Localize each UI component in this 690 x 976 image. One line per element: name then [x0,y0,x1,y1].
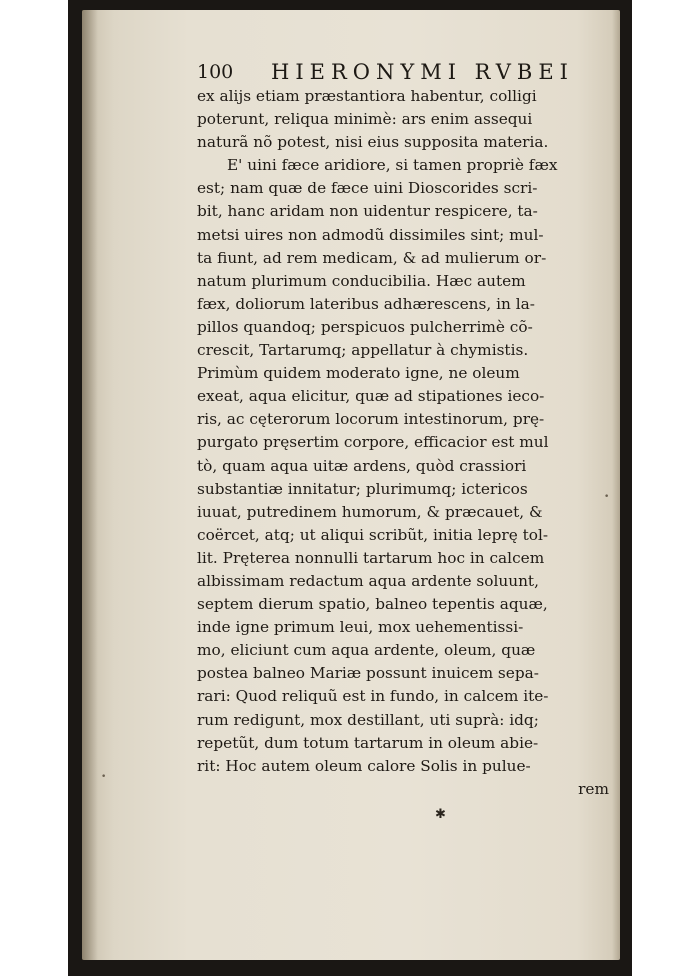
text-line: tò, quam aqua uitæ ardens, quòd crassiori [197,456,527,475]
text-line: substantiæ innitatur; plurimumq; ictericos [197,479,528,498]
text-line: rari: Quod reliquũ est in fundo, in calcem ite- [197,687,549,706]
text-line: repetũt, dum totum tartarum in oleum abie- [197,733,539,752]
running-title: HIERONYMI RVBEI [271,60,574,84]
text-line: purgato pręsertim corpore, efficacior est mul [197,433,549,452]
text-line: pillos quandoq; perspicuos pulcherrimè cõ- [197,317,533,336]
paper-speck: • [101,772,107,782]
text-line: mo, eliciunt cum aqua ardente, oleum, quæ [197,641,536,660]
text-line: coërcet, atq; ut aliqui scribũt, initia leprę tol- [197,525,549,544]
page-header [197,58,617,88]
text-line: poterunt, reliqua minimè: ars enim assequi [197,110,533,129]
text-line: fæx, doliorum lateribus adhærescens, in la- [197,294,535,313]
text-line: natum plurimum conducibilia. Hæc autem [197,271,526,290]
text-line: ta fiunt, ad rem medicam, & ad mulierum or- [197,248,547,267]
text-line: naturã nõ potest, nisi eius supposita materia. [197,133,549,152]
page-edge [612,10,620,960]
text-line: Primùm quidem moderato igne, ne oleum [197,364,520,383]
text-line: crescit, Tartarumq; appellatur à chymistis. [197,341,529,360]
text-line: inde igne primum leui, mox uehementissi- [197,618,524,637]
text-line: postea balneo Mariæ possunt inuicem sepa- [197,664,539,683]
text-line: exeat, aqua elicitur, quæ ad stipationes ieco- [197,387,545,406]
text-line: est; nam quæ de fæce uini Dioscorides scri- [197,179,538,198]
text-line: rit: Hoc autem oleum calore Solis in pulue- [197,756,531,775]
text-line: septem dierum spatio, balneo tepentis aquæ, [197,595,548,614]
catchword: rem [578,779,609,798]
text-line: iuuat, putredinem humorum, & præcauet, & [197,502,543,521]
text-line: ex alijs etiam præstantiora habentur, colligi [197,87,537,105]
paragraph-start-line: E' uini fæce aridiore, si tamen propriè fæx [227,156,558,175]
text-line: albissimam redactum aqua ardente soluunt, [197,571,539,590]
body-text [197,85,611,801]
text-line: ris, ac cęterorum locorum intestinorum, prę- [197,410,545,429]
text-line: bit, hanc aridam non uidentur respicere, ta- [197,202,538,221]
text-line: metsi uires non admodũ dissimiles sint; mul- [197,225,544,244]
gutter-shadow [82,10,98,960]
ornament-icon: ✱ [435,807,446,822]
text-line: lit. Pręterea nonnulli tartarum hoc in calcem [197,548,545,567]
text-line: rum redigunt, mox destillant, uti suprà: idq; [197,710,539,729]
page-number: 100 [197,61,234,83]
paper-speck: • [604,492,610,502]
